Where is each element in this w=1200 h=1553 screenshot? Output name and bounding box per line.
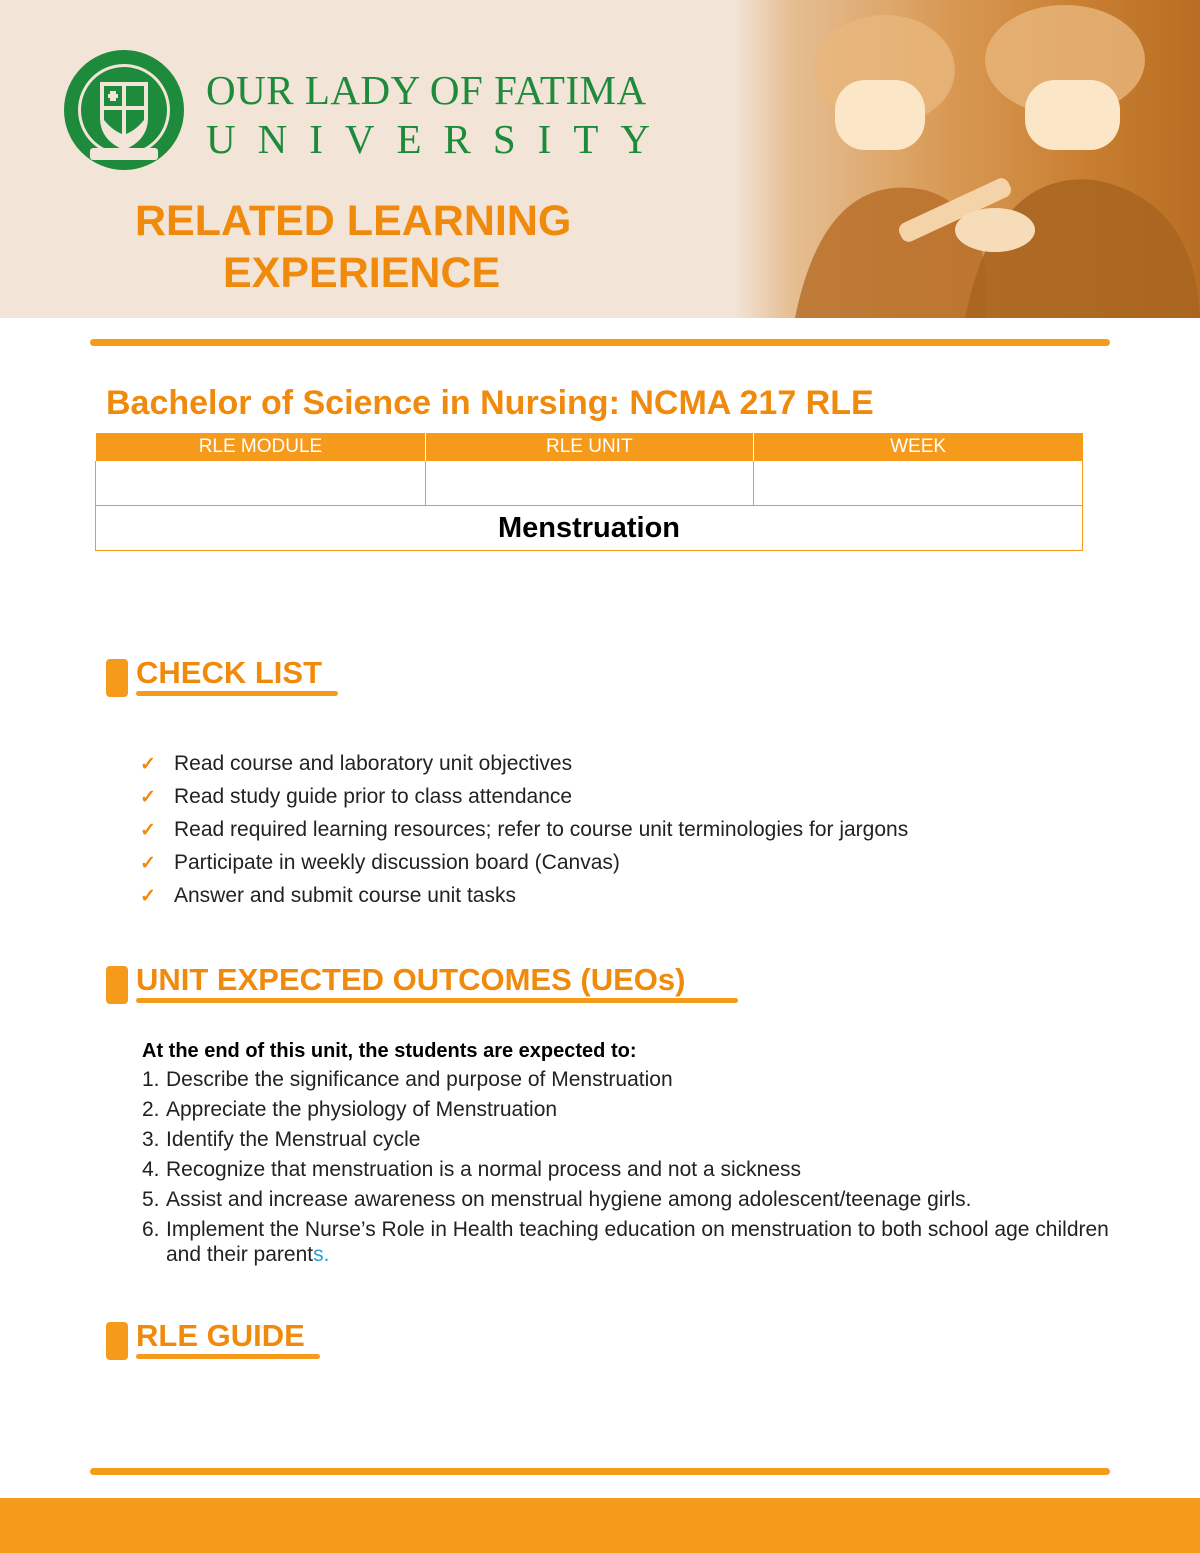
list-item (142, 1097, 1122, 1122)
checklist (140, 750, 908, 915)
ueo-item-text: Describe the significance and purpose of Menstruation (166, 1068, 673, 1091)
list-item (140, 750, 908, 783)
table-topic-row (96, 506, 1083, 551)
university-subtitle: UNIVERSITY (206, 116, 672, 162)
list-item (142, 1187, 1122, 1212)
item-number: 2. (142, 1098, 160, 1121)
heading-underline (136, 1354, 320, 1359)
checklist-heading (106, 655, 366, 699)
list-item (142, 1127, 1122, 1152)
col-week: WEEK (753, 433, 1082, 461)
heading-marker (106, 966, 128, 1004)
title-line-1: RELATED LEARNING (135, 197, 572, 245)
ueo-heading-text: UNIT EXPECTED OUTCOMES (UEOs) (136, 962, 686, 997)
item-number: 3. (142, 1128, 160, 1151)
checklist-heading-text: CHECK LIST (136, 655, 322, 690)
col-rle-module: RLE MODULE (96, 433, 426, 461)
program-title: Bachelor of Science in Nursing: NCMA 217 RLE (106, 384, 874, 422)
list-item (140, 783, 908, 816)
heading-underline (136, 691, 338, 696)
ueo-item-text: Appreciate the physiology of Menstruation (166, 1098, 558, 1121)
checkmark-icon: ✓ (140, 820, 156, 841)
university-name: OUR LADY OF FATIMA (206, 67, 647, 113)
nurses-photo-illustration (735, 0, 1200, 318)
table-value-row (96, 461, 1083, 506)
ueo-item-text (166, 1217, 1122, 1267)
ueo-item-text: Identify the Menstrual cycle (166, 1128, 421, 1151)
heading-marker (106, 1322, 128, 1360)
rle-guide-heading-text: RLE GUIDE (136, 1318, 305, 1353)
rle-unit-value (425, 461, 753, 506)
item-number: 5. (142, 1188, 160, 1211)
ueo-item-text: Recognize that menstruation is a normal process and not a sickness (166, 1158, 801, 1181)
checklist-item-text: Read required learning resources; refer to course unit terminologies for jargons (174, 818, 909, 841)
checklist-item-text: Read study guide prior to class attendance (174, 785, 573, 808)
list-item (140, 849, 908, 882)
week-value (753, 461, 1082, 506)
list-item (140, 816, 908, 849)
ueo-list (142, 1067, 1122, 1272)
heading-marker (106, 659, 128, 697)
rle-guide-heading (106, 1318, 346, 1362)
ueo-heading (106, 962, 766, 1006)
ueo-item-text: Assist and increase awareness on menstrual hygiene among adolescent/teenage girls. (166, 1188, 972, 1211)
table-header-row (96, 433, 1083, 461)
checklist-item-text: Participate in weekly discussion board (Canvas) (174, 851, 620, 874)
list-item (142, 1217, 1122, 1267)
item-number: 6. (142, 1218, 160, 1241)
title-line-2: EXPERIENCE (223, 249, 501, 297)
item-number: 4. (142, 1158, 160, 1181)
col-rle-unit: RLE UNIT (425, 433, 753, 461)
university-seal-logo (60, 48, 188, 172)
bottom-divider (90, 1468, 1110, 1475)
header-banner (0, 0, 1200, 318)
rle-info-table (95, 433, 1083, 551)
checkmark-icon: ✓ (140, 853, 156, 874)
document-title (135, 195, 655, 299)
list-item (140, 882, 908, 915)
list-item (142, 1067, 1122, 1092)
checkmark-icon: ✓ (140, 754, 156, 775)
ueo-intro: At the end of this unit, the students are expected to: (142, 1040, 637, 1062)
item-number: 1. (142, 1068, 160, 1091)
unit-topic: Menstruation (96, 506, 1083, 551)
checkmark-icon: ✓ (140, 787, 156, 808)
heading-underline (136, 998, 738, 1003)
rle-module-value (96, 461, 426, 506)
checkmark-icon: ✓ (140, 886, 156, 907)
list-item (142, 1157, 1122, 1182)
checklist-item-text: Read course and laboratory unit objectives (174, 752, 573, 775)
ueo-item-text-tail: s. (313, 1243, 330, 1266)
top-divider (90, 339, 1110, 346)
ueo-item-text-main: Implement the Nurse’s Role in Health teaching education on menstruation to both school age children and their parent (166, 1218, 1109, 1266)
checklist-item-text: Answer and submit course unit tasks (174, 884, 516, 907)
nurses-photo (735, 0, 1200, 318)
footer-band (0, 1498, 1200, 1553)
